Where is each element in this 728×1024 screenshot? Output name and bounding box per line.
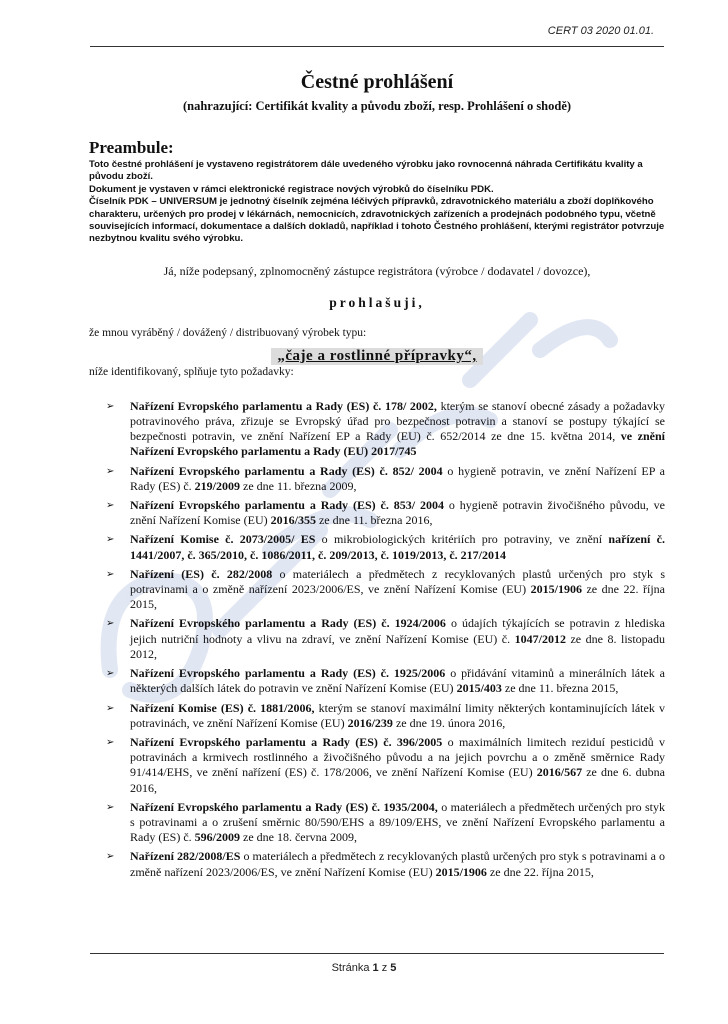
regulation-text2: ze dne 11. března 2009, xyxy=(240,478,357,493)
regulation-item xyxy=(89,616,665,662)
regulation-item xyxy=(89,701,665,731)
signatory-intro: Já, níže podepsaný, zplnomocněný zástupce registrátora (výrobce / dodavatel / dovozce), xyxy=(163,263,591,278)
footer-divider xyxy=(90,953,664,954)
regulation-tail: 2016/567 xyxy=(536,765,583,780)
footer-of: z xyxy=(381,962,388,974)
regulation-lead: Nařízení 282/2008/ES xyxy=(130,849,241,864)
regulation-text2: ze dne 19. února 2016, xyxy=(392,715,506,730)
regulation-tail: 219/2009 xyxy=(194,478,240,493)
preamble-text xyxy=(89,159,665,246)
bullet-arrow-icon: ➢ xyxy=(106,500,115,512)
regulation-text2: ze dne 8. listopadu 2012, xyxy=(130,631,665,661)
regulation-text2: ze dne 6. dubna 2016, xyxy=(130,765,665,795)
regulation-text: kterým se stanoví maximální limity některých kontaminujících látek v potravinách, ve znění Nařízení Komise (EU) xyxy=(130,700,665,730)
bullet-arrow-icon: ➢ xyxy=(106,702,115,714)
bullet-arrow-icon: ➢ xyxy=(106,534,115,546)
regulation-text: kterým se stanoví obecné zásady a požadavky potravinového práva, zřizuje se Evropský úřad pro bezpečnost potravin a stanoví se postupy týkající se bezpečnosti potravin, ve znění Nařízení EP a Rady (EU) č. 652/2014 ze dne 15. května 2014, xyxy=(130,398,665,444)
regulation-lead: Nařízení Evropského parlamentu a Rady (ES) č. 852/ 2004 xyxy=(130,463,443,478)
regulation-text: o údajích týkajících se potravin z hlediska jejich nutriční hodnoty a vlivu na zdraví, ve znění Nařízení Komise (EU) č. xyxy=(130,616,665,646)
regulation-text: o materiálech a předmětech určených pro styk s potravinami a o zrušení směrnic 80/590/EHS a 89/109/EHS, ve znění Nařízení Evropského parlamentu a Rady (ES) č. xyxy=(130,799,665,845)
regulation-lead: Nařízení Evropského parlamentu a Rady (ES) č. 853/ 2004 xyxy=(130,498,444,513)
document-body xyxy=(89,70,665,884)
regulation-item xyxy=(89,498,665,528)
regulation-tail: 596/2009 xyxy=(194,830,240,845)
product-type: „čaje a rostlinné přípravky“, xyxy=(271,348,482,365)
regulation-tail: 2015/403 xyxy=(456,681,502,696)
regulation-lead: Nařízení Evropského parlamentu a Rady (ES) č. 396/2005 xyxy=(130,734,443,749)
footer-total: 5 xyxy=(390,962,397,974)
preamble-line: Toto čestné prohlášení je vystaveno registrátorem dále uvedeného výrobku jako rovnocenná náhrada Certifikátu kvality a původu zboží. xyxy=(89,159,643,183)
product-line: že mnou vyráběný / dovážený / distribuovaný výrobek typu: xyxy=(89,326,367,339)
regulation-text: o mikrobiologických kritériích pro potraviny, ve znění xyxy=(315,532,609,547)
regulation-item xyxy=(89,567,665,613)
regulation-lead: Nařízení Evropského parlamentu a Rady (ES) č. 178/ 2002, xyxy=(130,398,437,413)
bullet-arrow-icon: ➢ xyxy=(106,668,115,680)
regulation-text: o maximálních limitech reziduí pesticidů v potravinách a krmivech rostlinného a živočišného původu a na jejich povrchu a o změně směrnice Rady 91/414/EHS, ve znění nařízení (ES) č. 178/2006, ve znění Nařízení Komise (EU) xyxy=(130,734,665,780)
regulation-lead: Nařízení Komise (ES) č. 1881/2006, xyxy=(130,700,315,715)
regulation-item xyxy=(89,399,665,460)
bullet-arrow-icon: ➢ xyxy=(106,568,115,580)
bullet-arrow-icon: ➢ xyxy=(106,400,115,412)
header-divider xyxy=(90,46,664,47)
page-footer xyxy=(0,962,728,974)
regulation-text2: ze dne 18. června 2009, xyxy=(240,830,357,845)
regulation-text: o hygieně potravin, ve znění Nařízení EP a Rady (ES) č. xyxy=(130,463,665,493)
regulation-lead: Nařízení Evropského parlamentu a Rady (ES) č. 1925/2006 xyxy=(130,666,446,681)
regulation-item xyxy=(89,666,665,696)
regulation-item xyxy=(89,464,665,494)
regulation-item xyxy=(89,735,665,796)
preamble-line: Dokument je vystaven v rámci elektronické registrace nových výrobků do číselníku PDK. xyxy=(89,183,494,195)
page-title: Čestné prohlášení xyxy=(300,71,454,93)
regulation-text: o materiálech a předmětech z recyklovaných plastů určených pro styk s potravinami a o změně nařízení 2023/2006/ES, ve znění Nařízení Komise (EU) xyxy=(130,566,665,597)
preamble-line: Číselník PDK – UNIVERSUM je jednotný číselník zejména léčivých přípravků, zdravotnického materiálu a zboží doplňkového charakteru, určených pro prodej v lékárnách, nemocnicích, zdravotnických zařízeních a prodejnách podobného typu, včetně souvisejících informací, dokumentace a dalších dokladů, například i tohoto Čestného prohlášení, kterými registrátor potvrzuje nezbytnou kvalitu svého výrobku. xyxy=(89,196,665,245)
requirements-intro: níže identifikovaný, splňuje tyto požadavky: xyxy=(89,365,294,378)
declaration-word: prohlašuji, xyxy=(329,294,425,310)
regulation-tail: 2016/239 xyxy=(347,715,393,730)
footer-label: Stránka xyxy=(331,962,370,974)
regulation-text2: ze dne 22. října 2015, xyxy=(486,864,594,879)
regulation-text2: ze dne 11. března 2016, xyxy=(315,513,433,528)
regulation-lead: Nařízení Evropského parlamentu a Rady (ES) č. 1924/2006 xyxy=(130,616,446,631)
preamble-heading: Preambule: xyxy=(89,138,174,157)
regulation-text2: ze dne 22. října 2015, xyxy=(130,582,666,612)
regulation-tail: 2016/355 xyxy=(270,513,316,528)
bullet-arrow-icon: ➢ xyxy=(106,851,115,863)
bullet-arrow-icon: ➢ xyxy=(106,801,115,813)
regulation-text: o hygieně potravin živočišného původu, ve znění Nařízení Komise (EU) xyxy=(130,498,665,528)
regulation-tail: 2015/1906 xyxy=(435,864,487,879)
bullet-arrow-icon: ➢ xyxy=(106,618,115,630)
regulations-list xyxy=(89,399,665,880)
page-subtitle: (nahrazující: Certifikát kvality a původu zboží, resp. Prohlášení o shodě) xyxy=(182,99,572,113)
regulation-lead: Nařízení Evropského parlamentu a Rady (ES) č. 1935/2004, xyxy=(130,799,438,814)
regulation-item xyxy=(89,800,665,846)
bullet-arrow-icon: ➢ xyxy=(106,736,115,748)
bullet-arrow-icon: ➢ xyxy=(106,465,115,477)
regulation-tail: 2015/1906 xyxy=(530,582,582,597)
regulation-tail: ve znění Nařízení Evropského parlamentu a Rady (EU) 2017/745 xyxy=(130,429,665,459)
regulation-text2: ze dne 11. března 2015, xyxy=(501,681,619,696)
regulation-lead: Nařízení Komise č. 2073/2005/ ES xyxy=(130,532,316,547)
regulation-text: o přidávání vitaminů a minerálních látek a některých dalších látek do potravin ve znění Nařízení Komise (EU) xyxy=(130,666,665,696)
regulation-text: o materiálech a předmětech z recyklovaných plastů určených pro styk s potravinami a o změně nařízení 2023/2006/ES, ve znění Nařízení Komise (EU) xyxy=(130,849,665,879)
regulation-item xyxy=(89,849,665,879)
certificate-code: CERT 03 2020 01.01. xyxy=(547,25,654,37)
regulation-lead: Nařízení (ES) č. 282/2008 xyxy=(130,566,273,581)
regulation-tail: nařízení č. 1441/2007, č. 365/2010, č. 1086/2011, č. 209/2013, č. 1019/2013, č. 217/2014 xyxy=(130,532,665,562)
regulation-item xyxy=(89,532,665,562)
regulation-tail: 1047/2012 xyxy=(514,631,566,646)
footer-page: 1 xyxy=(372,962,379,974)
